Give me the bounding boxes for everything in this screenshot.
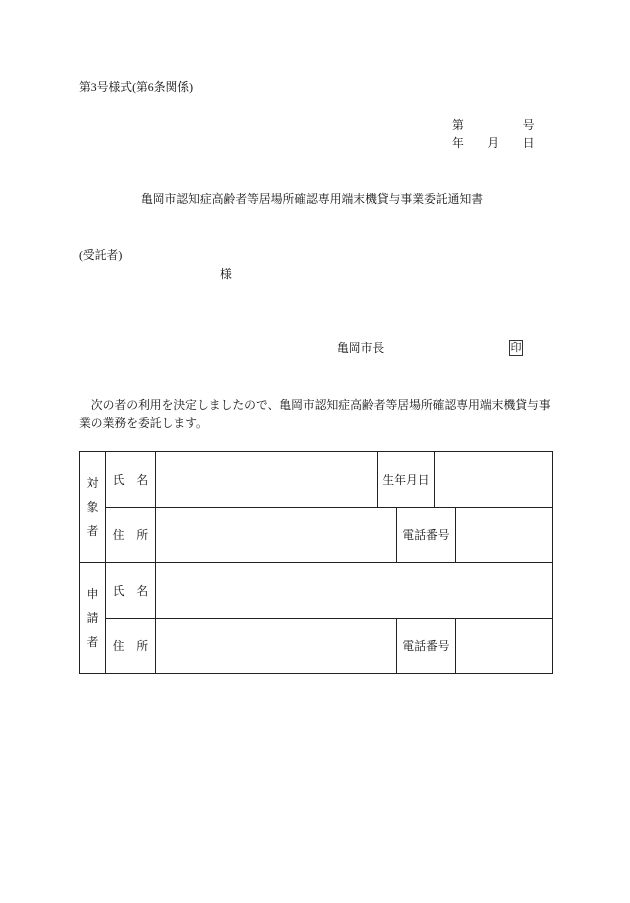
document-title: 亀岡市認知症高齢者等居場所確認専用端末機貸与事業委託通知書 xyxy=(140,192,484,206)
applicant-phone-label: 電話番号 xyxy=(402,639,450,653)
form-number: 第3号様式(第6条関係) xyxy=(79,80,194,94)
applicant-group-label: 申請者 xyxy=(86,587,99,649)
applicant-phone-field xyxy=(455,618,552,673)
subject-phone-label: 電話番号 xyxy=(402,528,450,542)
subject-address-field xyxy=(155,507,396,562)
applicant-address-label: 住 所 xyxy=(112,639,149,653)
document-number-line: 第 号 xyxy=(452,118,535,132)
subject-birthdate-label: 生年月日 xyxy=(382,472,430,487)
recipient-label: (受託者) xyxy=(79,248,123,262)
applicant-address-field xyxy=(155,618,396,673)
subject-group-label: 対象者 xyxy=(86,476,99,538)
subject-name-label-cell xyxy=(105,451,155,507)
subject-birthdate-label-cell xyxy=(377,451,434,507)
applicant-address-label-cell xyxy=(105,618,155,673)
applicant-group-label-cell xyxy=(79,562,105,673)
body-paragraph: 次の者の利用を決定しましたので、亀岡市認知症高齢者等居場所確認専用端末機貸与事業の業務を委託します。 xyxy=(79,398,551,430)
applicant-name-label: 氏 名 xyxy=(112,583,149,598)
applicant-name-label-cell xyxy=(105,562,155,618)
form-table xyxy=(79,451,553,674)
subject-address-label-cell xyxy=(105,507,155,562)
subject-name-field xyxy=(155,451,377,507)
date-line: 年 月 日 xyxy=(452,136,535,150)
seal-mark: 印 xyxy=(510,342,522,354)
subject-phone-field xyxy=(455,507,552,562)
subject-phone-label-cell xyxy=(396,507,455,562)
sender-name: 亀岡市長 xyxy=(337,341,385,355)
applicant-name-field xyxy=(155,562,552,618)
subject-address-label: 住 所 xyxy=(112,528,149,542)
recipient-honorific: 様 xyxy=(220,267,232,281)
subject-group-label-cell xyxy=(79,451,105,562)
applicant-phone-label-cell xyxy=(396,618,455,673)
subject-birthdate-field xyxy=(434,451,552,507)
subject-name-label: 氏 名 xyxy=(112,472,149,487)
